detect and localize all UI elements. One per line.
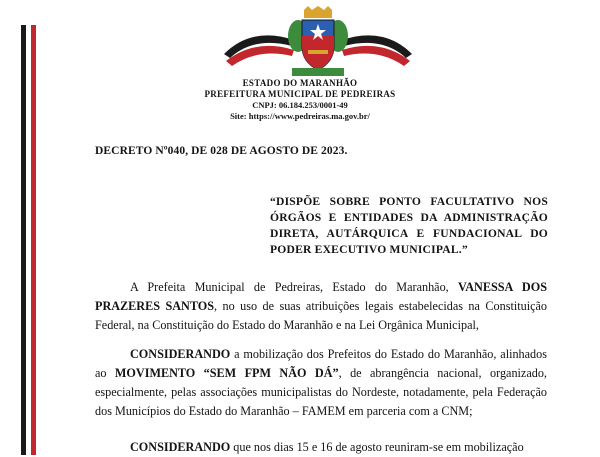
considerando-label-2: CONSIDERANDO [130, 440, 231, 454]
considerando-label-1: CONSIDERANDO [130, 347, 231, 361]
considering-2-text-1: que nos dias 15 e 16 de agosto reuniram-se em mobilização [230, 440, 524, 454]
municipal-coat-of-arms-logo [222, 6, 414, 80]
movement-name: MOVIMENTO “SEM FPM NÃO DÁ” [114, 366, 339, 380]
preamble-text-2: , no uso de suas atribuições legais estabelecidas na Constituição Federal, na Constituição do Estado do Maranhão e na Lei Orgânica Municipal, [95, 299, 547, 332]
considering-1-text-1: a mobilização dos Prefeitos do Estado do Maranhão, alinhados ao [95, 347, 547, 380]
preamble-text-1: A Prefeita Municipal de Pedreiras, Estado do Maranhão, [130, 280, 459, 294]
site-line: Site: https://www.pedreiras.ma.gov.br/ [230, 111, 370, 121]
decree-title: DECRETO Nº040, DE 028 DE AGOSTO DE 2023. [95, 145, 348, 157]
cnpj-line: CNPJ: 06.184.253/0001-49 [252, 100, 348, 110]
state-name: ESTADO DO MARANHÃO [242, 78, 358, 88]
considering-1-text-2: , de abrangência nacional, organizado, especialmente, pelas associações municipalistas do Nordeste, notadamente, pela Federação dos Municípios do Estado do Maranhão – FAMEM em parceria com a CNM; [95, 366, 547, 418]
considering-paragraph-1 [95, 345, 547, 421]
decree-summary: “DISPÕE SOBRE PONTO FACULTATIVO NOS ÓRGÃOS E ENTIDADES DA ADMINISTRAÇÃO DIRETA, AUTÁRQUICA E FUNDACIONAL DO PODER EXECUTIVO MUNICIPAL.” [270, 195, 548, 256]
preamble-paragraph [95, 278, 547, 335]
prefecture-name: PREFEITURA MUNICIPAL DE PEDREIRAS [204, 89, 396, 99]
mayor-name: VANESSA DOS PRAZERES SANTOS [95, 280, 547, 313]
considering-paragraph-2 [95, 438, 547, 457]
